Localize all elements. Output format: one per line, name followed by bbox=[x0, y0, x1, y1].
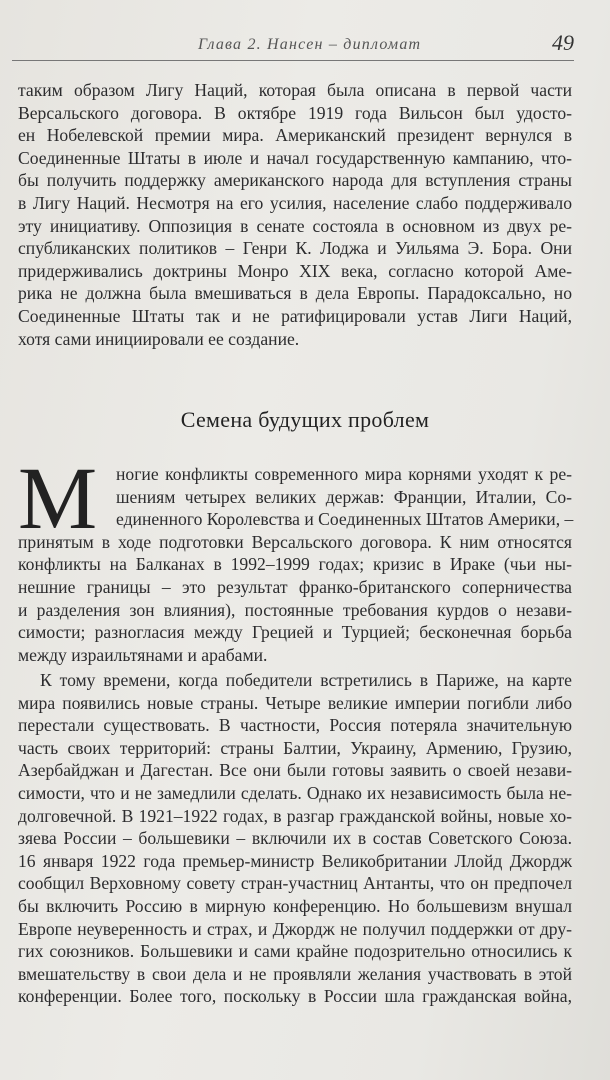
text-line: спубликанских политиков – Генри К. Лоджа и Уильяма Э. Бора. Они bbox=[18, 238, 572, 259]
paragraph-2 bbox=[18, 463, 572, 666]
text-line: конференции. Более того, поскольку в России шла гражданская война, bbox=[18, 986, 572, 1007]
text-line: зяева России – большевики – включили их в состав Советского Союза. bbox=[18, 828, 572, 849]
text-line: Азербайджан и Дагестан. Все они были готовы заявить о своей незави- bbox=[18, 760, 572, 781]
running-header bbox=[12, 30, 574, 64]
text-line: шениям четырех великих держав: Франции, Италии, Со- bbox=[116, 486, 572, 507]
text-line: единенного Королевства и Соединенных Штатов Америки, – bbox=[116, 509, 574, 530]
chapter-title: Глава 2. Нансен – дипломат bbox=[198, 36, 422, 53]
text-line: хотя сами инициировали ее создание. bbox=[18, 328, 300, 349]
text-line: вмешательству в свои дела и не проявляли желания участвовать в этой bbox=[18, 963, 572, 984]
text-line: мира появились новые страны. Четыре великие империи погибли либо bbox=[18, 692, 572, 713]
text-line: бы включить Россию в мирную конференцию. Но большевизм внушал bbox=[18, 895, 572, 916]
text-line: рика не должна была вмешиваться в дела Европы. Парадоксально, но bbox=[18, 283, 572, 304]
text-line: ен Нобелевской премии мира. Американский президент вернулся в bbox=[18, 125, 572, 146]
text-line: в Лигу Наций. Несмотря на его усилия, население слабо поддерживало bbox=[18, 192, 572, 213]
text-line: часть своих территорий: страны Балтии, Украину, Армению, Грузию, bbox=[18, 737, 572, 758]
text-line: симости, что и не замедлили сделать. Однако их независимость была не- bbox=[18, 782, 572, 803]
text-line: таким образом Лигу Наций, которая была описана в первой части bbox=[18, 80, 572, 100]
text-line: долговечной. В 1921–1922 годах, в разгар гражданской войны, новые хо- bbox=[18, 805, 572, 826]
text-line: конфликты на Балканах в 1992–1999 годах; кризис в Ираке (чьи ны- bbox=[18, 554, 572, 575]
paragraph-3 bbox=[18, 669, 572, 1008]
text-line: и разделения зон влияния), постоянные требования курдов о незави- bbox=[18, 599, 572, 620]
text-line: гих союзников. Большевики и сами крайне подозрительно относились к bbox=[18, 941, 572, 962]
drop-cap: М bbox=[18, 450, 98, 548]
text-line: бы получить поддержку американского народа для вступления страны bbox=[18, 170, 572, 191]
text-line: Версальского договора. В октябре 1919 года Вильсон был удосто- bbox=[18, 102, 572, 123]
header-rule bbox=[12, 60, 574, 61]
text-line: сообщил Верховному совету стран-участниц Антанты, что он предпочел bbox=[18, 873, 572, 894]
text-line: К тому времени, когда победители встретились в Париже, на карте bbox=[40, 670, 572, 690]
text-line: Соединенные Штаты в июле и начал государственную кампанию, что- bbox=[18, 147, 572, 168]
text-line: придерживались доктрины Монро XIX века, согласно которой Аме- bbox=[18, 260, 572, 281]
text-line: эту инициативу. Оппозиция в сенате состояла в основном из двух ре- bbox=[18, 215, 572, 236]
paragraph-1 bbox=[18, 79, 572, 350]
text-line: симости; разногласия между Грецией и Турцией; бесконечная борьба bbox=[18, 622, 572, 643]
text-line: ногие конфликты современного мира корнями уходят к ре- bbox=[116, 464, 572, 484]
text-line: Соединенные Штаты так и не ратифицировали устав Лиги Наций, bbox=[18, 305, 572, 326]
page-number: 49 bbox=[552, 30, 574, 55]
text-line: нешние границы – это результат франко-британского соперничества bbox=[18, 576, 572, 597]
text-line: 16 января 1922 года премьер-министр Великобритании Ллойд Джордж bbox=[18, 850, 572, 871]
text-line: перестали существовать. В частности, Россия потеряла значительную bbox=[18, 715, 572, 736]
section-heading: Семена будущих проблем bbox=[180, 407, 430, 432]
text-line: между израильтянами и арабами. bbox=[18, 644, 268, 665]
text-line: Европе неуверенность и страх, и Джордж не получил поддержки от дру- bbox=[18, 918, 572, 939]
text-line: принятым в ходе подготовки Версальского договора. К ним относятся bbox=[18, 531, 572, 552]
